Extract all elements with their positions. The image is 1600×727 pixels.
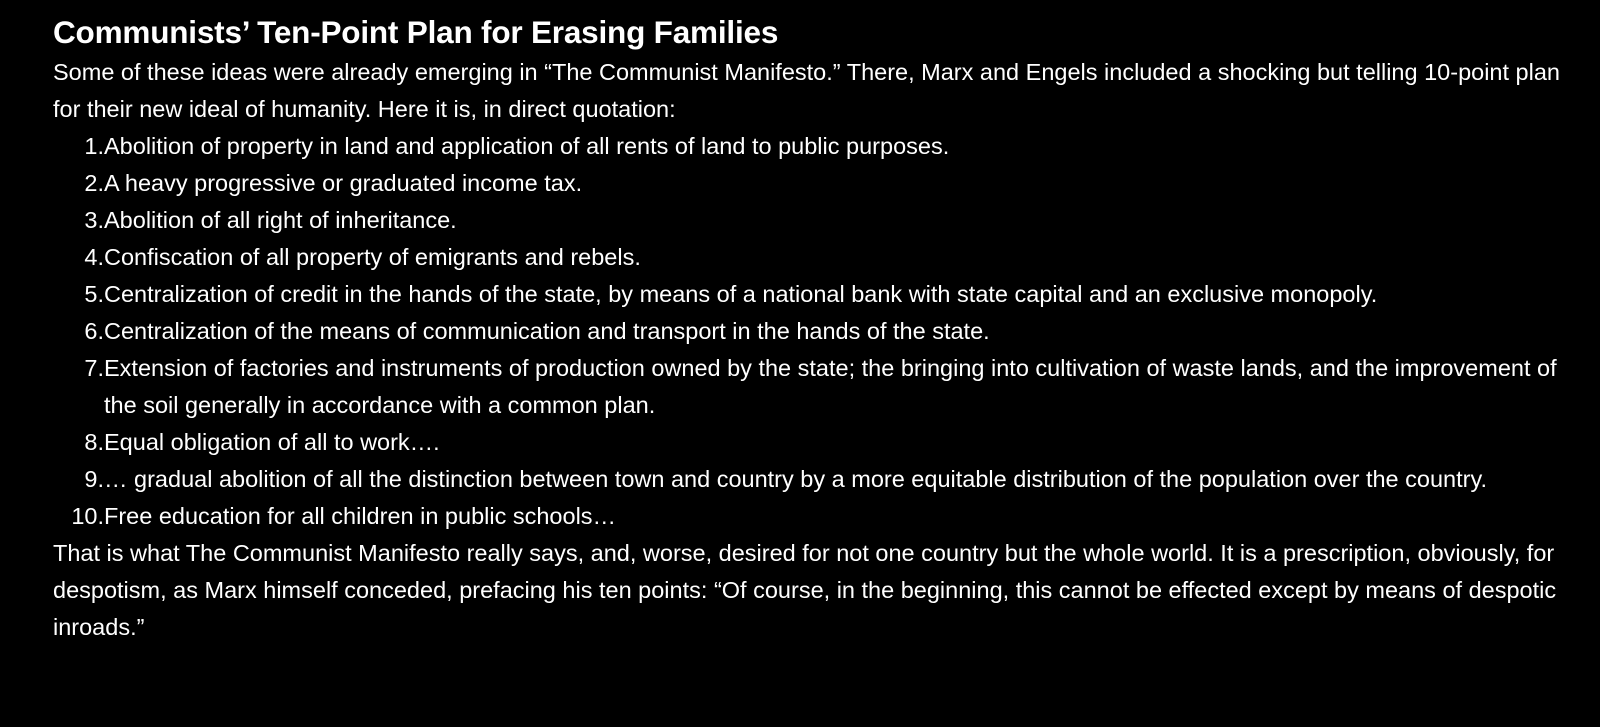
list-item xyxy=(53,498,1573,535)
list-item xyxy=(53,239,1573,276)
document xyxy=(53,12,1573,646)
list-item xyxy=(53,202,1573,239)
list-item-text: Equal obligation of all to work…. xyxy=(104,429,440,455)
list-item-text: A heavy progressive or graduated income tax. xyxy=(104,170,583,196)
list-item-number: 1. xyxy=(84,133,104,159)
list-item-text: Confiscation of all property of emigrants and rebels. xyxy=(104,244,641,270)
list-item-number: 2. xyxy=(84,170,104,196)
list-item-text: Abolition of property in land and application of all rents of land to public purposes. xyxy=(104,133,950,159)
list-item-text: … gradual abolition of all the distinction between town and country by a more equitable distribution of the population over the country. xyxy=(104,466,1488,492)
list-item-text: Centralization of credit in the hands of the state, by means of a national bank with state capital and an exclusive monopoly. xyxy=(104,281,1378,307)
list-item-number: 4. xyxy=(84,244,104,270)
list-item xyxy=(53,350,1573,424)
list-item-number: 3. xyxy=(84,207,104,233)
list-item-text: Extension of factories and instruments of production owned by the state; the bringing into cultivation of waste lands, and the improvement of the soil generally in accordance with a common plan. xyxy=(104,355,1557,418)
document-title: Communists’ Ten-Point Plan for Erasing Families xyxy=(53,14,779,50)
list-item xyxy=(53,461,1573,498)
list-item-number: 6. xyxy=(84,318,104,344)
list-item-text: Centralization of the means of communication and transport in the hands of the state. xyxy=(104,318,990,344)
list-item xyxy=(53,424,1573,461)
list-item-number: 7. xyxy=(84,355,104,381)
intro-paragraph: Some of these ideas were already emerging in “The Communist Manifesto.” There, Marx and Engels included a shocking but telling 10-point plan for their new ideal of humanity. Here it is, in direct quotation: xyxy=(53,59,1560,122)
ten-point-list xyxy=(53,128,1573,535)
list-item-number: 10. xyxy=(71,503,104,529)
list-item xyxy=(53,165,1573,202)
conclusion-paragraph: That is what The Communist Manifesto really says, and, worse, desired for not one country but the whole world. It is a prescription, obviously, for despotism, as Marx himself conceded, prefacing his ten points: “Of course, in the beginning, this cannot be effected except by means of despotic inroads.” xyxy=(53,540,1557,640)
list-item-number: 9. xyxy=(84,466,104,492)
list-item xyxy=(53,313,1573,350)
list-item-text: Free education for all children in public schools… xyxy=(104,503,617,529)
list-item-number: 8. xyxy=(84,429,104,455)
list-item-number: 5. xyxy=(84,281,104,307)
list-item xyxy=(53,276,1573,313)
list-item-text: Abolition of all right of inheritance. xyxy=(104,207,457,233)
list-item xyxy=(53,128,1573,165)
